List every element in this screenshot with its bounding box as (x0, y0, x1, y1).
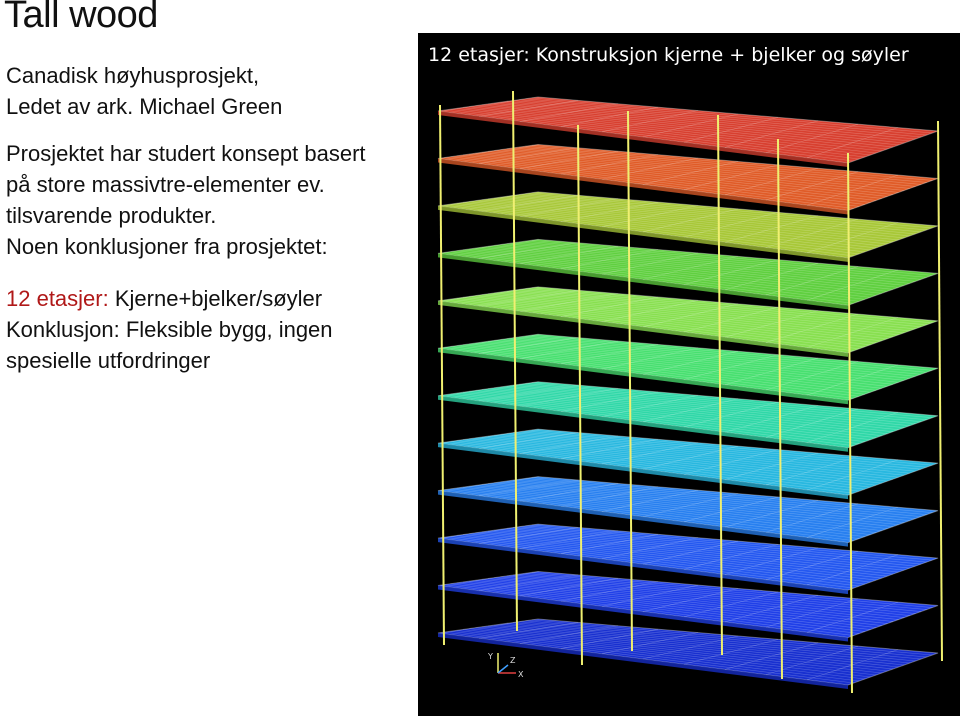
axis-label: Z (510, 656, 516, 665)
conclusion-line-1 (6, 283, 426, 314)
conclusion-line-2: Konklusjon: Fleksible bygg, ingen (6, 317, 333, 342)
figure-caption: 12 etasjer: Konstruksjon kjerne + bjelker og søyler (418, 33, 960, 77)
structure-model-svg (418, 33, 960, 716)
column (440, 105, 444, 645)
structure-model-figure (418, 33, 960, 716)
study-line-3: tilsvarende produkter. (6, 203, 217, 228)
study-line-2: på store massivtre-elementer ev. (6, 172, 325, 197)
study-line-1: Prosjektet har studert konsept basert (6, 141, 366, 166)
intro-line-2: Ledet av ark. Michael Green (6, 94, 283, 119)
axis-triad (487, 652, 524, 679)
axis-label: X (518, 670, 524, 679)
structure-label: Kjerne+bjelker/søyler (108, 286, 323, 311)
floors-highlight: 12 etasjer: (6, 286, 109, 311)
study-text (6, 138, 426, 262)
column (938, 121, 942, 661)
intro-line-1: Canadisk høyhusprosjekt, (6, 63, 260, 88)
axis-label: Y (488, 652, 493, 661)
study-line-4: Noen konklusjoner fra prosjektet: (6, 234, 328, 259)
intro-text (6, 60, 426, 122)
z-axis-line (498, 665, 508, 673)
conclusion-text (6, 283, 426, 376)
slide-title: Tall wood (4, 0, 158, 36)
column (628, 111, 632, 651)
conclusion-line-3: spesielle utfordringer (6, 348, 211, 373)
